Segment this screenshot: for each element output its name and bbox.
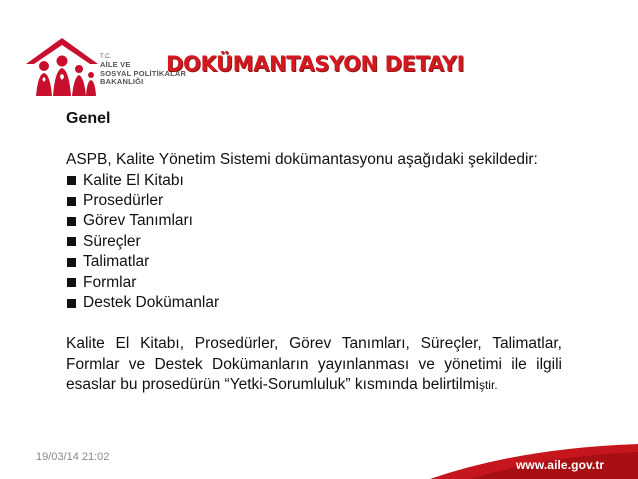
square-bullet-icon [67,258,76,267]
logo-line-2: SOSYAL POLİTİKALAR [100,68,187,78]
logo-line-3: BAKANLIĞI [100,76,144,86]
intro-text: ASPB, Kalite Yönetim Sistemi dokümantasyonu aşağıdaki şekildedir: [66,151,538,168]
square-bullet-icon [67,278,76,287]
list-item [66,211,562,231]
list-item-label: Görev Tanımları [83,212,193,230]
description-paragraph [66,334,562,396]
square-bullet-icon [67,197,76,206]
footer-url[interactable]: www.aile.gov.tr [516,458,605,472]
footer-date: 19/03/14 21:02 [36,451,110,463]
list-item-label: Kalite El Kitabı [83,171,184,189]
paragraph-tail-text: ştir. [478,378,498,393]
list-item [66,252,562,272]
list-item-label: Prosedürler [83,191,164,209]
square-bullet-icon [67,217,76,226]
list-item-label: Talimatlar [83,253,150,271]
list-item-label: Destek Dokümanlar [83,293,220,311]
slide-title-text: DOKÜMANTASYON DETAYI [166,52,464,76]
paragraph-main-text: Kalite El Kitabı, Prosedürler, Görev Tanımları, Süreçler, Talimatlar, Formlar ve Destek Dokümanların yayınlanması ve yönetimi ile ilgili esaslar bu prosedürün “Yetki-Sorumluluk” kısmında belirtilmi [66,335,562,394]
list-item [66,232,562,252]
slide-title [150,52,480,76]
document-list [66,171,562,314]
list-item [66,293,562,313]
slide-content [66,110,562,396]
square-bullet-icon [67,237,76,246]
list-item [66,191,562,211]
square-bullet-icon [67,299,76,308]
list-item-label: Süreçler [83,232,141,250]
logo-line-1: AİLE VE [100,60,131,70]
list-item-label: Formlar [83,273,137,291]
logo-tc: T.C. [100,54,112,60]
list-item [66,171,562,191]
list-item [66,273,562,293]
section-heading: Genel [66,110,111,127]
square-bullet-icon [67,176,76,185]
